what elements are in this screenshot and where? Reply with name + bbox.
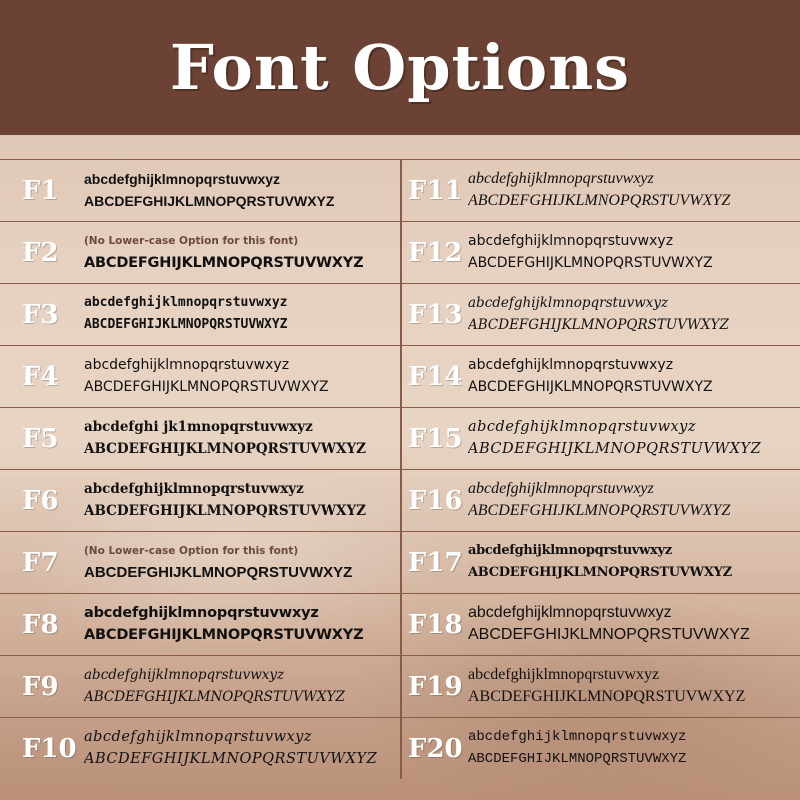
- font-sample: [468, 602, 796, 646]
- font-code-label: F19: [408, 671, 463, 702]
- uppercase-sample: ABCDEFGHIJKLMNOPQRSTUVWXYZ: [84, 503, 367, 519]
- lowercase-sample: abcdefghijklmnopqrstuvwxyz: [84, 667, 285, 683]
- font-code-label: F7: [22, 547, 59, 578]
- page-title: Font Options: [169, 31, 631, 104]
- font-code-label: F3: [22, 299, 59, 330]
- uppercase-sample: ABCDEFGHIJKLMNOPQRSTUVWXYZ: [468, 317, 729, 333]
- lowercase-sample: abcdefghijklmnopqrstuvwxyz: [84, 729, 312, 745]
- font-sample: [468, 416, 796, 460]
- font-sample: [468, 664, 796, 708]
- font-code-label: F6: [22, 485, 59, 516]
- font-option-row-f14: [400, 345, 800, 407]
- font-code-label: F17: [408, 547, 463, 578]
- font-code-label: F5: [22, 423, 59, 454]
- uppercase-sample: ABCDEFGHIJKLMNOPQRSTUVWXYZ: [84, 255, 364, 271]
- font-code-label: F16: [408, 485, 463, 516]
- font-option-row-f1: [0, 159, 400, 221]
- lowercase-sample: abcdefghijklmnopqrstuvwxyz: [468, 357, 674, 373]
- uppercase-sample: ABCDEFGHIJKLMNOPQRSTUVWXYZ: [468, 441, 762, 457]
- lowercase-sample: abcdefghijklmnopqrstuvwxyz: [468, 170, 654, 187]
- lowercase-sample: abcdefghijklmnopqrstuvwxyz: [468, 419, 696, 435]
- lowercase-sample: abcdefghijklmnopqrstuvwxyz: [468, 604, 672, 621]
- font-code-label: F8: [22, 609, 59, 640]
- font-option-row-f13: [400, 283, 800, 345]
- uppercase-sample: ABCDEFGHIJKLMNOPQRSTUVWXYZ: [84, 564, 353, 581]
- column-divider: [400, 159, 402, 779]
- font-option-row-f18: [400, 593, 800, 655]
- uppercase-sample: ABCDEFGHIJKLMNOPQRSTUVWXYZ: [84, 193, 335, 209]
- font-code-label: F9: [22, 671, 59, 702]
- font-sample: [84, 602, 396, 646]
- lowercase-sample: abcdefghi jk1mnopqrstuvwxyz: [84, 419, 313, 435]
- uppercase-sample: ABCDEFGHIJKLMNOPQRSTUVWXYZ: [468, 626, 750, 643]
- font-code-label: F20: [408, 733, 463, 764]
- lowercase-sample: abcdefghijklmnopqrstuvwxyz: [84, 605, 319, 621]
- font-option-row-f20: [400, 717, 800, 779]
- font-code-label: F14: [408, 361, 463, 392]
- no-lowercase-note: (No Lower-case Option for this font): [84, 545, 299, 557]
- font-sample: [84, 478, 396, 522]
- font-sample: [84, 726, 396, 770]
- font-sample: [468, 230, 796, 274]
- font-code-label: F13: [408, 299, 463, 330]
- lowercase-sample: abcdefghijklmnopqrstuvwxyz: [84, 357, 290, 373]
- uppercase-sample: ABCDEFGHIJKLMNOPQRSTUVWXYZ: [468, 502, 731, 519]
- font-option-row-f9: [0, 655, 400, 717]
- uppercase-sample: ABCDEFGHIJKLMNOPQRSTUVWXYZ: [84, 317, 288, 332]
- uppercase-sample: ABCDEFGHIJKLMNOPQRSTUVWXYZ: [468, 379, 713, 395]
- font-sample: [468, 292, 796, 336]
- font-code-label: F1: [22, 175, 59, 206]
- lowercase-sample: abcdefghijklmnopqrstuvwxyz: [468, 480, 654, 497]
- font-option-row-f15: [400, 407, 800, 469]
- font-code-label: F4: [22, 361, 59, 392]
- font-code-label: F10: [22, 733, 77, 764]
- uppercase-sample: ABCDEFGHIJKLMNOPQRSTUVWXYZ: [84, 751, 378, 767]
- font-code-label: F11: [408, 175, 463, 206]
- uppercase-sample: ABCDEFGHIJKLMNOPQRSTUVWXYZ: [84, 441, 367, 457]
- uppercase-sample: ABCDEFGHIJKLMNOPQRSTUVWXYZ: [468, 255, 713, 271]
- font-sample: [468, 168, 796, 212]
- font-option-row-f10: [0, 717, 400, 779]
- font-sample: [84, 540, 396, 584]
- lowercase-sample: abcdefghijklmnopqrstuvwxyz: [84, 481, 304, 497]
- lowercase-sample: abcdefghijklmnopqrstuvwxyz: [468, 729, 687, 745]
- uppercase-sample: ABCDEFGHIJKLMNOPQRSTUVWXYZ: [84, 689, 345, 705]
- font-sample: [84, 354, 396, 398]
- font-code-label: F18: [408, 609, 463, 640]
- font-option-row-f5: [0, 407, 400, 469]
- font-option-row-f3: [0, 283, 400, 345]
- font-option-row-f2: [0, 221, 400, 283]
- font-sample: [84, 664, 396, 708]
- lowercase-sample: abcdefghijklmnopqrstuvwxyz: [84, 171, 281, 187]
- font-sample: [468, 478, 796, 522]
- uppercase-sample: ABCDEFGHIJKLMNOPQRSTUVWXYZ: [468, 565, 732, 580]
- font-sample: [468, 726, 796, 770]
- font-sample: [468, 540, 796, 584]
- font-option-row-f6: [0, 469, 400, 531]
- lowercase-sample: abcdefghijklmnopqrstuvwxyz: [468, 295, 669, 311]
- font-sample: [84, 230, 396, 274]
- font-code-label: F15: [408, 423, 463, 454]
- font-option-row-f19: [400, 655, 800, 717]
- uppercase-sample: ABCDEFGHIJKLMNOPQRSTUVWXYZ: [468, 192, 731, 209]
- font-code-label: F2: [22, 237, 59, 268]
- font-option-row-f16: [400, 469, 800, 531]
- font-option-row-f4: [0, 345, 400, 407]
- lowercase-sample: abcdefghijklmnopqrstuvwxyz: [84, 295, 288, 310]
- uppercase-sample: ABCDEFGHIJKLMNOPQRSTUVWXYZ: [84, 379, 329, 395]
- font-code-label: F12: [408, 237, 463, 268]
- font-option-row-f11: [400, 159, 800, 221]
- header-banner: [0, 0, 800, 135]
- uppercase-sample: ABCDEFGHIJKLMNOPQRSTUVWXYZ: [84, 627, 364, 643]
- font-sample: [468, 354, 796, 398]
- no-lowercase-note: (No Lower-case Option for this font): [84, 235, 299, 247]
- lowercase-sample: abcdefghijklmnopqrstuvwxyz: [468, 666, 660, 683]
- lowercase-sample: abcdefghijklmnopqrstuvwxyz: [468, 543, 672, 558]
- font-sample: [84, 168, 396, 212]
- font-option-row-f8: [0, 593, 400, 655]
- uppercase-sample: ABCDEFGHIJKLMNOPQRSTUVWXYZ: [468, 751, 687, 767]
- lowercase-sample: abcdefghijklmnopqrstuvwxyz: [468, 233, 674, 249]
- font-option-row-f17: [400, 531, 800, 593]
- font-sample: [84, 416, 396, 460]
- font-sample: [84, 292, 396, 336]
- font-option-row-f7: [0, 531, 400, 593]
- uppercase-sample: ABCDEFGHIJKLMNOPQRSTUVWXYZ: [468, 688, 746, 705]
- font-option-row-f12: [400, 221, 800, 283]
